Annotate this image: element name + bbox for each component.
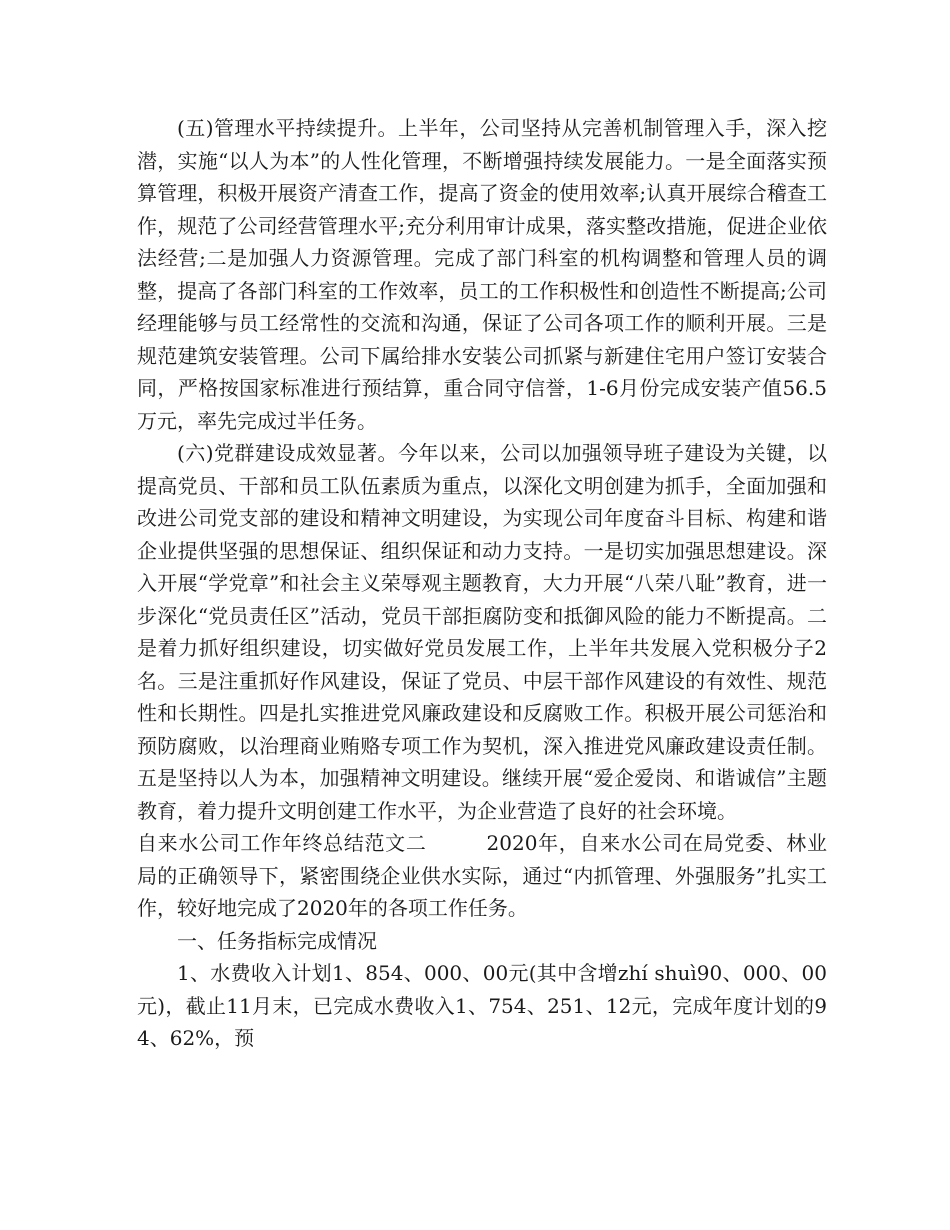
item-water-revenue: 1、水费收入计划1、854、000、00元(其中含增zhí shuì90、000、00元)，截止11月末，已完成水费收入1、754、251、12元，完成年度计划的94、62%，预 xyxy=(137,961,827,1050)
document-body xyxy=(137,112,827,1055)
section-title: 自来水公司工作年终总结范文二 xyxy=(137,831,427,855)
paragraph-party-building: (六)党群建设成效显著。今年以来，公司以加强领导班子建设为关键，以提高党员、干部和员工队伍素质为重点，以深化文明创建为抓手，全面加强和改进公司党支部的建设和精神文明建设，为实现公司年度奋斗目标、构建和谐企业提供坚强的思想保证、组织保证和动力支持。一是切实加强思想建设。深入开展“学党章”和社会主义荣辱观主题教育，大力开展“八荣八耻”教育，进一步深化“党员责任区”活动，党员干部拒腐防变和抵御风险的能力不断提高。二是着力抓好组织建设，切实做好党员发展工作，上半年共发展入党积极分子2名。三是注重抓好作风建设，保证了党员、中层干部作风建设的有效性、规范性和长期性。四是扎实推进党风廉政建设和反腐败工作。积极开展公司惩治和预防腐败，以治理商业贿赂专项工作为契机，深入推进党风廉政建设责任制。五是坚持以人为本，加强精神文明建设。继续开展“爱企爱岗、和谐诚信”主题教育，着力提升文明创建工作水平，为企业营造了良好的社会环境。 xyxy=(137,441,827,823)
section-start xyxy=(137,827,827,925)
subheading: 一、任务指标完成情况 xyxy=(177,928,377,953)
paragraph-management: (五)管理水平持续提升。上半年，公司坚持从完善机制管理入手，深入挖潜，实施“以人为本”的人性化管理，不断增强持续发展能力。一是全面落实预算管理，积极开展资产清查工作，提高了资金的使用效率;认真开展综合稽查工作，规范了公司经营管理水平;充分利用审计成果，落实整改措施，促进企业依法经营;二是加强人力资源管理。完成了部门科室的机构调整和管理人员的调整，提高了各部门科室的工作效率，员工的工作积极性和创造性不断提高;公司经理能够与员工经常性的交流和沟通，保证了公司各项工作的顺利开展。三是规范建筑安装管理。公司下属给排水安装公司抓紧与新建住宅用户签订安装合同，严格按国家标准进行预结算，重合同守信誉，1-6月份完成安装产值56.5万元，率先完成过半任务。 xyxy=(137,116,827,433)
section-intro: 2020年，自来水公司在局党委、林业局的正确领导下，紧密围绕企业供水实际，通过“内抓管理、外强服务”扎实工作，较好地完成了2020年的各项工作任务。 xyxy=(137,831,827,920)
